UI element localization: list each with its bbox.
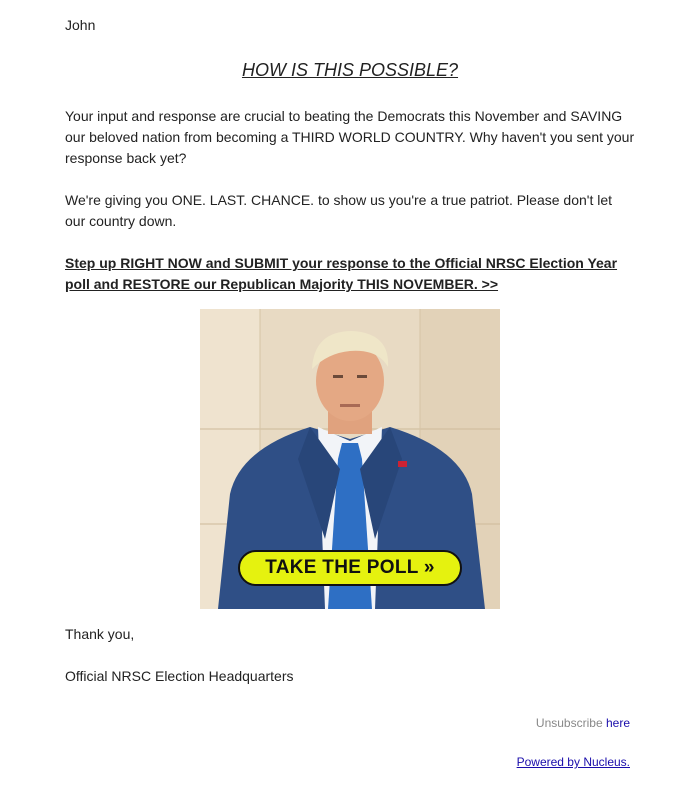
hero-image[interactable] [200,309,500,609]
body-paragraph-1: Your input and response are crucial to beating the Democrats this November and SAVING our beloved nation from becoming a THIRD WORLD COUNTRY. Why haven't you sent your response back yet? [65,108,635,166]
headline: HOW IS THIS POSSIBLE? [241,60,459,80]
signature: Official NRSC Election Headquarters [65,668,294,684]
unsubscribe-text: Unsubscribe [535,716,603,730]
poll-cta-link[interactable]: Step up RIGHT NOW and SUBMIT your response to the Official NRSC Election Year poll and RESTORE our Republican Majority THIS NOVEMBER. >> [65,255,618,292]
body-paragraph-2: We're giving you ONE. LAST. CHANCE. to show us you're a true patriot. Please don't let our country down. [65,192,613,229]
unsubscribe-link[interactable]: here [605,716,630,730]
greeting: John [65,17,96,33]
take-the-poll-button[interactable]: TAKE THE POLL » [238,550,462,586]
closing: Thank you, [65,626,135,642]
powered-by-link[interactable]: Powered by Nucleus. [516,755,630,769]
unsubscribe-line [536,716,630,730]
